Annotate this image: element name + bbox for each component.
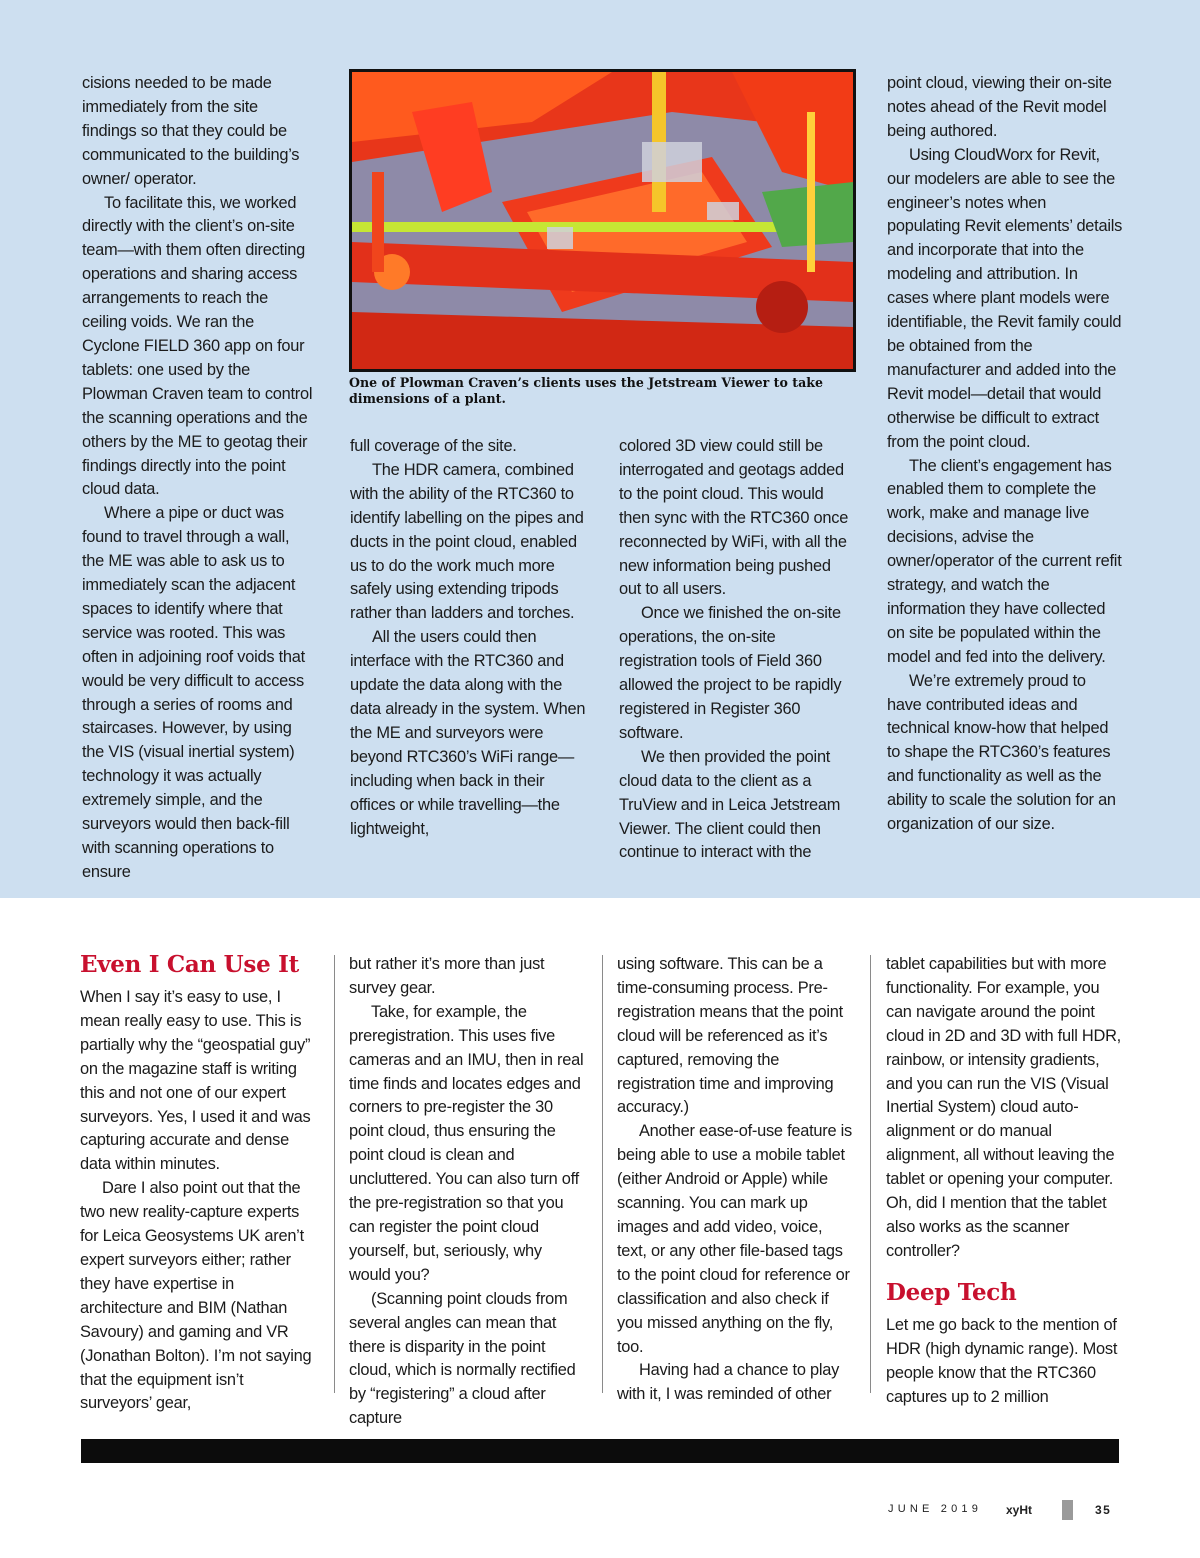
paragraph: We then provided the point cloud data to the client as a TruView and in Leica Jetstream Viewer. The client could then continue to interact with the [619, 747, 841, 862]
paragraph: tablet capabilities but with more functionality. For example, you can navigate around the point cloud in 2D and 3D with full HDR, rainbow, or intensity gradients, and you can run the VIS (Visual Inertial System) cloud auto-alignment or do manual alignment, all without leaving the tablet or opening your computer. Oh, did I mention that the tablet also works as the scanner controller? [886, 955, 1121, 1260]
paragraph: To facilitate this, we worked directly with the client’s on-site team—with them often directing operations and sharing access arrangements to reach the ceiling voids. We ran the Cyclone FIELD 360 app on four tablets: one used by the Plowman Craven team to control the scanning operations and the others by the ME to geotag their findings directly into the point cloud data. [82, 193, 313, 499]
paragraph: Take, for example, the preregistration. This uses five cameras and an IMU, then in real time finds and locates edges and corners to pre-register the 30 point cloud, thus ensuring the point cloud is clean and uncluttered. You can also turn off the pre-registration so that you can register the point cloud yourself, but, seriously, why would you? [349, 1002, 584, 1284]
main-column-1 [80, 950, 316, 1416]
paragraph: Where a pipe or duct was found to travel through a wall, the ME was able to ask us to immediately scan the adjacent spaces to identify where that service was rooted. This was often in adjoining roof voids that would be very difficult to access through a series of rooms and staircases. However, by using the VIS (visual inertial system) technology it was actually extremely simple, and the surveyors would then back-fill with scanning operations to ensure [82, 504, 305, 881]
issue-date: JUNE 2019 [888, 1503, 983, 1515]
magazine-name: xyHt [1006, 1503, 1033, 1517]
paragraph: Another ease-of-use feature is being able to use a mobile tablet (either Android or Apple) while scanning. You can mark up images and add video, voice, text, or any other file-based tags to the point cloud for reference or classification and also check if you missed anything on the fly, too. [617, 1122, 852, 1356]
footer-divider-block [1062, 1500, 1073, 1520]
paragraph: When I say it’s easy to use, I mean really easy to use. This is partially why the “geospatial guy” on the magazine staff is writing this and not one of our expert surveyors. Yes, I used it and was capturing accurate and dense data within minutes. [80, 988, 311, 1174]
paragraph: The client’s engagement has enabled them to complete the work, make and manage live decisions, advise the owner/operator of the current refit strategy, and watch the information they have collected on site be populated within the model and fed into the delivery. [887, 456, 1122, 666]
sidebar-column-1 [82, 72, 314, 885]
paragraph: point cloud, viewing their on-site notes ahead of the Revit model being authored. [887, 74, 1112, 140]
paragraph: Once we finished the on-site operations, the on-site registration tools of Field 360 allowed the project to be rapidly registered in Register 360 software. [619, 604, 842, 742]
paragraph: The HDR camera, combined with the ability of the RTC360 to identify labelling on the pipes and ducts in the point cloud, enabled us to do the work much more safely using extending tripods rather than ladders and torches. [350, 460, 584, 623]
main-column-4 [886, 953, 1122, 1409]
paragraph: We’re extremely proud to have contributed ideas and technical know-how that helped to shape the RTC360’s features and functionality as well as the ability to scale the solution for an organization of our size. [887, 671, 1116, 834]
paragraph: Having had a chance to play with it, I was reminded of other [617, 1361, 840, 1404]
paragraph: (Scanning point clouds from several angles can mean that there is disparity in the point cloud, which is normally rectified by “registering” a cloud after capture [349, 1289, 576, 1428]
column-rule [870, 955, 871, 1393]
column-rule [602, 955, 603, 1393]
page-number: 35 [1095, 1503, 1112, 1517]
section-heading: Even I Can Use It [80, 951, 299, 978]
main-column-3 [617, 953, 855, 1407]
point-cloud-photo [349, 69, 856, 372]
point-cloud-image [352, 72, 853, 369]
sidebar-column-2 [350, 435, 586, 841]
section-heading: Deep Tech [886, 1278, 1017, 1306]
paragraph: cisions needed to be made immediately from the site findings so that they could be communicated to the building’s owner/ operator. [82, 74, 300, 188]
paragraph: All the users could then interface with the RTC360 and update the data along with the data already in the system. When the ME and surveyors were beyond RTC360’s WiFi range—including when back in their offices or while travelling—the lightweight, [350, 628, 586, 838]
paragraph: full coverage of the site. [350, 437, 517, 455]
sidebar-column-3 [619, 435, 855, 865]
paragraph: colored 3D view could still be interrogated and geotags added to the point cloud. This would then sync with the RTC360 once reconnected by WiFi, with all the new information being pushed out to all users. [619, 437, 849, 599]
paragraph: Let me go back to the mention of HDR (high dynamic range). Most people know that the RTC360 captures up to 2 million [886, 1315, 1118, 1406]
photo-caption: One of Plowman Craven’s clients uses the Jetstream Viewer to take dimensions of a plant. [349, 375, 823, 406]
paragraph: Dare I also point out that the two new reality-capture experts for Leica Geosystems UK aren’t expert surveyors either; rather they have expertise in architecture and BIM (Nathan Savoury) and gaming and VR (Jonathan Bolton). I’m not saying that the equipment isn’t surveyors’ gear, [80, 1179, 312, 1413]
sidebar-column-4 [887, 72, 1123, 837]
paragraph: but rather it’s more than just survey gear. [349, 955, 545, 997]
paragraph: using software. This can be a time-consuming process. Pre-registration means that the point cloud will be referenced as it’s captured, removing the registration time and improving accuracy.) [617, 955, 843, 1117]
column-rule [334, 955, 335, 1393]
paragraph: Using CloudWorx for Revit, our modelers are able to see the engineer’s notes when populating Revit elements’ details and incorporate that into the modeling and attribution. In cases where plant models were identifiable, the Revit family could be obtained from the manufacturer and added into the Revit model—detail that would otherwise be difficult to extract from the point cloud. [887, 145, 1123, 451]
footer-bar [81, 1439, 1119, 1463]
main-column-2 [349, 953, 585, 1431]
